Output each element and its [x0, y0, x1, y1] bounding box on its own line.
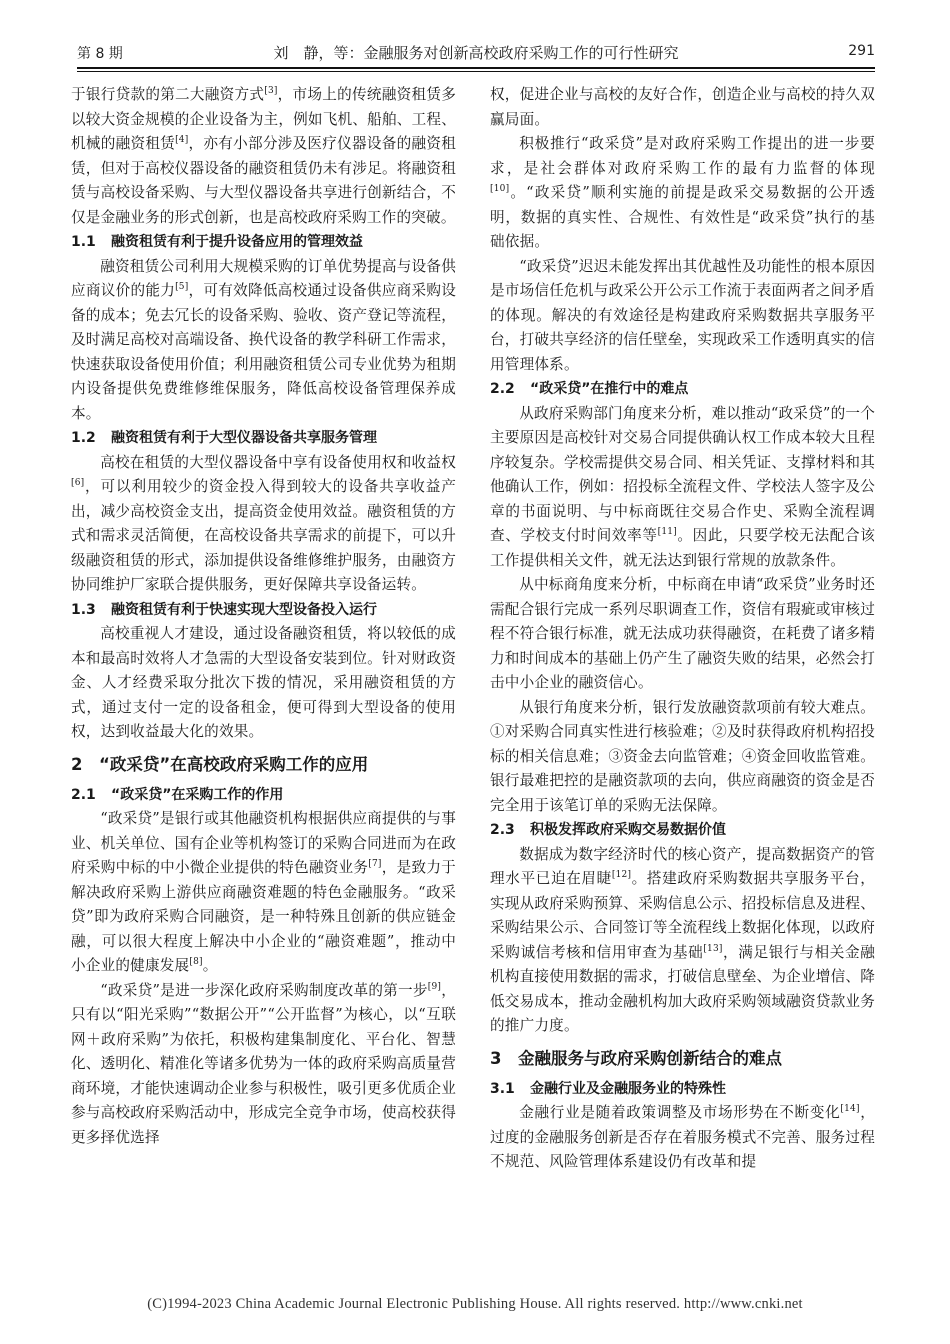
section-number: 3: [490, 1048, 502, 1068]
section-title: 积极发挥政府采购交易数据价值: [530, 822, 726, 838]
section-heading-1-2: [71, 426, 456, 451]
paragraph: “政采贷”是银行或其他融资机构根据供应商提供的与事业、机关单位、国有企业等机构签订的采购合同进而为在政府采购中标的中小微企业提供的特色融资业务[7]，是致力于解决政府采购上游供应商融资难题的特色金融服务。“政采贷”即为政府采购合同融资，是一种特殊且创新的供应链金融，可以很大程度上解决中小企业的“融资难题”，推动中小企业的健康发展[8]。: [71, 810, 456, 974]
section-heading-1-1: [71, 230, 456, 255]
paragraph: “政采贷”是进一步深化政府采购制度改革的第一步[9]，只有以“阳光采购”“数据公开”“公开监督”为核心，以“互联网＋政府采购”为依托，积极构建集制度化、平台化、智慧化、透明化、精准化等诸多优势为一体的政府采购高质量营商环境，才能快速调动企业参与积极性，吸引更多优质企业参与高校政府采购活动中，形成完全竞争市场，使高校获得更多择优选择: [71, 981, 457, 1146]
citation-marker: [11]: [657, 527, 677, 538]
paragraph: 高校重视人才建设，通过设备融资租赁，将以较低的成本和最高时效将人才急需的大型设备安装到位。针对财政资金、人才经费采取分批次下拨的情况，采用融资租赁的方式，通过支付一定的设备租金，便可得到大型设备的使用权，达到收益最大化的效果。: [71, 625, 456, 740]
paragraph: 金融行业是随着政策调整及市场形势在不断变化[14]，过度的金融服务创新是否存在着服务模式不完善、服务过程不规范、风险管理体系建设仍有改革和提: [490, 1104, 875, 1170]
section-title: 融资租赁有利于大型仪器设备共享服务管理: [111, 430, 377, 446]
citation-marker: [3]: [264, 86, 278, 97]
copyright-footer: (C)1994-2023 China Academic Journal Electronic Publishing House. All rights reserved. http://www.cnki.net: [147, 1296, 803, 1312]
citation-marker: [10]: [490, 184, 510, 195]
paragraph: 从中标商角度来分析，中标商在申请“政采贷”业务时还需配合银行完成一系列尽职调查工作，资信有瑕疵或审核过程不符合银行标准，就无法成功获得融资，在耗费了诸多精力和时间成本的基础上仍产生了融资失败的结果，必然会打击中小企业的融资信心。: [490, 576, 875, 691]
citation-marker: [9]: [427, 981, 442, 992]
paragraph: 高校在租赁的大型仪器设备中享有设备使用权和收益权[6]，可以利用较少的资金投入得到较大的设备共享收益产出，减少高校资金支出，提高资金使用效益。融资租赁的方式和需求灵活简便，在高校设备共享需求的前提下，可以升级融资租赁的形式，添加提供设备维修维护服务，由融资方协同维护厂家联合提供服务，更好保障共享设备运转。: [71, 453, 456, 593]
paragraph: 从政府采购部门角度来分析，难以推动“政采贷”的一个主要原因是高校针对交易合同提供确认权工作成本较大且程序较复杂。学校需提供交易合同、相关凭证、支撑材料和其他确认工作，例如：招投标全流程文件、学校法人签字及公章的书面说明、与中标商既往交易合作史、采购全流程调查、学校支付时间效率等[11]。因此，只要学校无法配合该工作提供相关文件，就无法达到银行常规的放款条件。: [490, 404, 875, 569]
page-number: 291: [848, 43, 875, 59]
section-title: “政采贷”在采购工作的作用: [111, 786, 284, 803]
section-heading-3: [490, 1045, 875, 1073]
paragraph: 数据成为数字经济时代的核心资产，提高数据资产的管理水平已迫在眉睫[12]。搭建政府采购数据共享服务平台，实现从政府采购预算、采购信息公示、招投标信息及进程、采购结果公示、合同签订等全流程线上数据化体现，以政府采购诚信考核和信用审查为基础[13]，满足银行与相关金融机构直接使用数据的需求，打破信息壁垒、为企业增信、降低交易成本，推动金融机构加大政府采购领域融资贷款业务的推广力度。: [490, 845, 875, 1034]
section-title: 金融行业及金融服务业的特殊性: [530, 1080, 726, 1097]
section-number: 2.1: [71, 786, 96, 803]
paragraph: 从银行角度来分析，银行发放融资款项前有较大难点。①对采购合同真实性进行核验难；②及时获得政府机构招投标的相关信息难；③资金去向监管难；④资金回收监管难。银行最难把控的是融资款项的去向，供应商融资的资金是否完全用于该笔订单的采购无法保障。: [490, 698, 875, 814]
section-number: 2.3: [490, 822, 515, 838]
section-heading-2: [71, 751, 456, 779]
section-number: 3.1: [490, 1080, 515, 1097]
running-header: [77, 38, 875, 68]
paragraph: “政采贷”迟迟未能发挥出其优越性及功能性的根本原因是市场信任危机与政采公开公示工作流于表面两者之间矛盾的体现。解决的有效途径是构建政府采购数据共享服务平台，打破共享经济的信任壁垒，实现政采工作透明真实的信用管理体系。: [490, 257, 875, 373]
section-title: 金融服务与政府采购创新结合的难点: [518, 1048, 782, 1068]
issue-number: 第 8 期: [77, 46, 123, 62]
section-heading-3-1: [490, 1077, 875, 1102]
section-heading-2-2: [490, 377, 875, 402]
paragraph: 积极推行“政采贷”是对政府采购工作提出的进一步要求，是社会群体对政府采购工作的最有力监督的体现[10]。“政采贷”顺利实施的前提是政采交易数据的公开透明，数据的真实性、合规性、有效性是“政采贷”执行的基础依据。: [490, 135, 875, 250]
citation-marker: [8]: [189, 957, 203, 968]
paragraph: 权，促进企业与高校的友好合作，创造企业与高校的持久双赢局面。: [490, 86, 875, 128]
section-number: 1.2: [71, 430, 96, 446]
section-title: “政采贷”在推行中的难点: [530, 381, 689, 397]
citation-marker: [14]: [840, 1104, 860, 1115]
section-heading-2-3: [490, 818, 875, 843]
citation-marker: [13]: [703, 943, 723, 954]
section-title: 融资租赁有利于提升设备应用的管理效益: [111, 234, 363, 250]
citation-marker: [7]: [368, 859, 382, 870]
header-rule-thin: [77, 71, 875, 72]
right-column: [490, 83, 875, 1175]
citation-marker: [5]: [175, 282, 189, 293]
paragraph: 融资租赁公司利用大规模采购的订单优势提高与设备供应商议价的能力[5]，可有效降低高校通过设备供应商采购设备的成本；免去冗长的设备采购、验收、资产登记等流程，及时满足高校对高端设备、换代设备的教学科研工作需求，快速获取设备使用价值；利用融资租赁公司专业优势为租期内设备提供免费维修维保服务，降低高校设备管理保养成本。: [71, 257, 456, 422]
section-number: 1.3: [71, 601, 96, 618]
section-title: “政采贷”在高校政府采购工作的应用: [99, 754, 369, 774]
section-number: 1.1: [71, 234, 96, 250]
citation-marker: [12]: [611, 870, 632, 881]
section-number: 2.2: [490, 381, 515, 397]
paragraph: 于银行贷款的第二大融资方式[3]，市场上的传统融资租赁多以较大资金规模的企业设备为主，例如飞机、船舶、工程、机械的融资租赁[4]，亦有小部分涉及医疗仪器设备的融资租赁，但对于高校仪器设备的融资租赁仍未有涉足。将融资租赁与高校设备采购、与大型仪器设备共享进行创新结合，不仅是金融业务的形式创新，也是高校政府采购工作的突破。: [71, 86, 456, 226]
section-title: 融资租赁有利于快速实现大型设备投入运行: [111, 601, 377, 618]
citation-marker: [4]: [175, 135, 189, 146]
running-title: 刘 静，等：金融服务对创新高校政府采购工作的可行性研究: [273, 44, 679, 62]
section-heading-2-1: [71, 783, 456, 808]
section-heading-1-3: [71, 598, 456, 623]
section-number: 2: [71, 754, 83, 774]
left-column: [71, 83, 456, 1150]
header-rule-thick: [77, 67, 875, 69]
citation-marker: [6]: [71, 478, 85, 489]
